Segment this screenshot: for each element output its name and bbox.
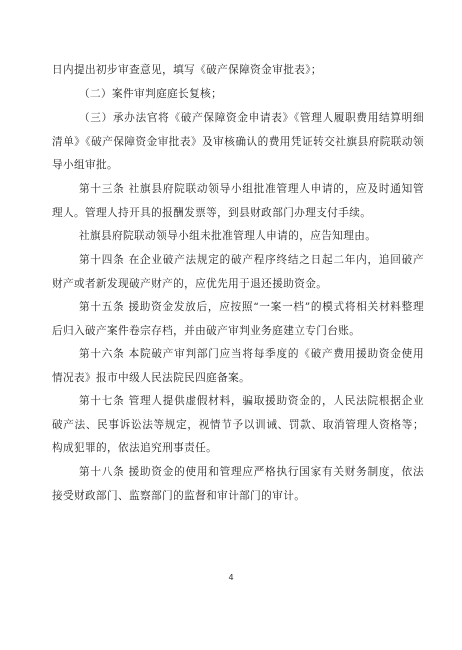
paragraph-article-15: 第十五条 援助资金发放后，应按照“一案一档”的模式将相关材料整理后归入破产案件卷宗存档，并由破产审判业务庭建立专门台账。 (52, 300, 424, 337)
paragraph-article-14: 第十四条 在企业破产法规定的破产程序终结之日起二年内，追回破产财产或者新发现破产财产的，应优先用于退还援助资金。 (52, 253, 424, 290)
paragraph-article-18: 第十八条 援助资金的使用和管理应严格执行国家有关财务制度，依法接受财政部门、监察部门的监督和审计部门的审计。 (52, 465, 424, 502)
paragraph-article-13-rejection: 社旗县府院联动领导小组未批准管理人申请的，应告知理由。 (79, 229, 377, 242)
paragraph-article-16: 第十六条 本院破产审判部门应当将每季度的《破产费用援助资金使用情况表》报市中级人民法院民四庭备案。 (52, 347, 424, 384)
paragraph-item-3: （三）承办法官将《破产保障资金申请表》《管理人履职费用结算明细清单》《破产保障资金审批表》及审核确认的费用凭证转交社旗县府院联动领导小组审批。 (52, 111, 424, 172)
paragraph-article-13: 第十三条 社旗县府院联动领导小组批准管理人申请的，应及时通知管理人。管理人持开具的报酬发票等，到县财政部门办理支付手续。 (52, 182, 424, 219)
paragraph-item-2: （二）案件审判庭庭长复核； (79, 87, 223, 100)
page-number: 4 (228, 573, 234, 582)
paragraph-article-17: 第十七条 管理人提供虚假材料，骗取援助资金的，人民法院根据企业破产法、民事诉讼法等规定，视情节予以训诫、罚款、取消管理人资格等；构成犯罪的，依法追究刑事责任。 (52, 394, 424, 455)
paragraph-continuation: 日内提出初步审查意见，填写《破产保障资金审批表》； (52, 63, 322, 76)
